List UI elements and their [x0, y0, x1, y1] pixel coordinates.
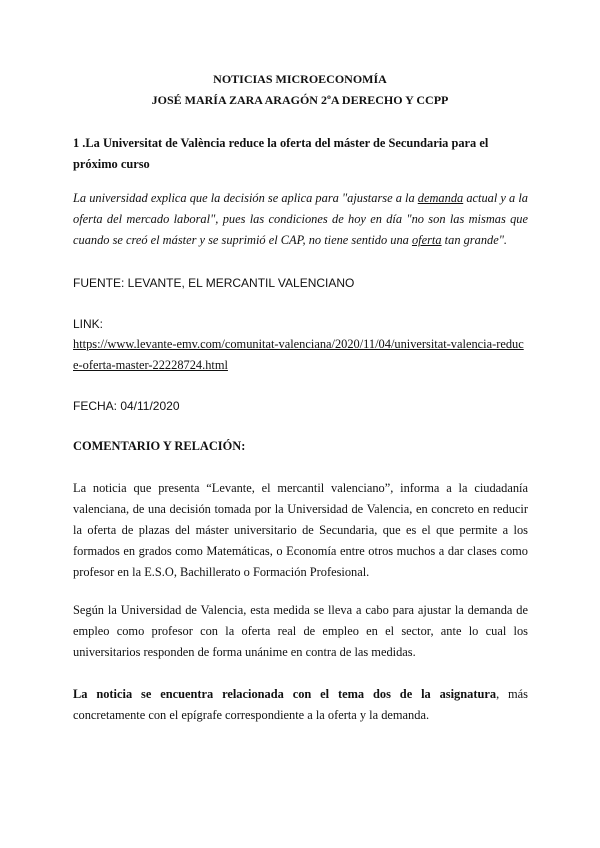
quote-text-2: actual y a la oferta del mercado laboral", pues las condiciones de hoy en día "no son las mismas que cuando se creó el máster y se suprimió el CAP, no tiene sentido una — [73, 191, 528, 247]
quote-word-oferta: oferta — [411, 233, 442, 247]
commentary-paragraph-3 — [73, 684, 528, 726]
commentary-paragraph-2: Según la Universidad de Valencia, esta medida se lleva a cabo para ajustar la demanda de empleo como profesor con la oferta real de empleo en el sector, ante lo cual los universitarios responden de forma unánime en contra de las medidas. — [73, 603, 528, 659]
author-line: JOSÉ MARÍA ZARA ARAGÓN 2ºA DERECHO Y CCPP — [151, 93, 449, 107]
paragraph-3-rest: , más concretamente con el epígrafe correspondiente a la oferta y la demanda. — [73, 687, 529, 722]
quote-text-1: La universidad explica que la decisión se aplica para "ajustarse a la — [73, 191, 418, 205]
article-quote — [73, 188, 528, 251]
quote-text-3: tan grande". — [441, 233, 508, 247]
article-link[interactable]: https://www.levante-emv.com/comunitat-valenciana/2020/11/04/universitat-valencia-reduce-oferta-master-22228724.html — [73, 337, 524, 372]
source-line: FUENTE: LEVANTE, EL MERCANTIL VALENCIANO — [73, 276, 355, 290]
commentary-heading: COMENTARIO Y RELACIÓN: — [73, 439, 246, 453]
document-title: NOTICIAS MICROECONOMÍA — [213, 72, 387, 86]
link-label: LINK: — [73, 317, 104, 331]
paragraph-3-bold: La noticia se encuentra relacionada con el tema dos de la asignatura — [73, 687, 497, 701]
date-line: FECHA: 04/11/2020 — [73, 399, 180, 413]
commentary-paragraph-1: La noticia que presenta “Levante, el mercantil valenciano”, informa a la ciudadanía valenciana, de una decisión tomada por la Universidad de Valencia, en concreto en reducir la oferta de plazas del máster universitario de Secundaria, que es el que permite a los formados en grados como Matemáticas, o Economía entre otros muchos a dar clases como profesor en la E.S.O, Bachillerato o Formación Profesional. — [73, 481, 528, 579]
quote-word-demanda: demanda — [417, 191, 464, 205]
link-block — [73, 334, 528, 376]
article-heading: 1 .La Universitat de València reduce la oferta del máster de Secundaria para el próximo curso — [73, 136, 489, 171]
